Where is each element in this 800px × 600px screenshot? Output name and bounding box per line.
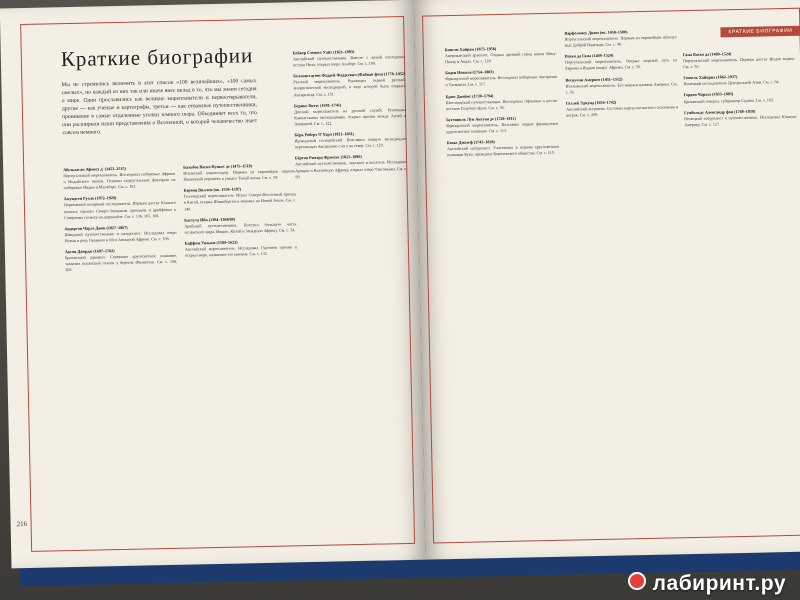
watermark: лабиринт.ру	[652, 572, 786, 595]
biography-text: Французский мореплаватель. Исследовал побережье Австралии и Тасмании. См. с. 117.	[445, 74, 558, 88]
biography-name: Аксон Джордж (1697–1762)	[64, 248, 115, 255]
biography-text: Португальский мореплаватель. Первым достиг Индии морем. См. с. 50.	[682, 55, 796, 70]
biography-text: Английский мореплаватель. Исследовал Гудзонов пролив и открыл море, названное его именем. См. с. 135.	[184, 244, 297, 258]
biography-text: Британский адмирал. Совершил кругосветное плавание, захватил испанский галеон у берегов Филиппин. См. с. 198, 208.	[64, 252, 178, 273]
biography-entry	[684, 90, 796, 105]
biography-entry	[445, 45, 557, 66]
section-tag: КРАТКИЕ БИОГРАФИИ	[720, 26, 800, 38]
biography-name: Баренц Виллем (ок. 1550–1597)	[183, 186, 242, 193]
biography-entry	[446, 115, 558, 136]
biography-entry	[683, 50, 795, 71]
biography-text: Испанский конкистадор. Первым из европейцев пересек Панамский перешеек и увидел Тихий океан. См. с. 59.	[183, 168, 296, 182]
biography-name: Абульхасан Афонсу д' (1453–1515)	[63, 165, 126, 173]
biography-text: Шведский путешественник и натуралист. Исследовал озеро Нгами и реку Окаванго в Юго-Западной Африке. См. с. 108.	[64, 229, 177, 244]
text-column	[293, 48, 408, 185]
biography-name: Брюс Джеймс (1730–1794)	[445, 92, 494, 99]
biography-entry	[295, 153, 407, 180]
biography-text: Голландский мореплаватель. Искал Северо-Восточный проход в Китай, открыл Шпицберген и зимовал на Новой Земле. См. с. 140.	[183, 191, 296, 212]
text-column	[183, 162, 297, 264]
biography-entry	[184, 186, 296, 213]
biography-text: Британский генерал, губернатор Судана. См. с. 102.	[683, 96, 775, 104]
biography-name: Бингэм Хайрам (1875–1956)	[444, 46, 497, 53]
biography-name: Бальбоа Васко Нуньес де (1475–1519)	[183, 163, 253, 170]
biography-name: Андерсон Чарлз Джон (1827–1867)	[64, 224, 128, 231]
biography-text: Датский мореплаватель на русской службе. Руководил Камчатскими экспедициями, открыл пролив между Азией и Америкой. См. с. 122.	[293, 106, 407, 127]
biography-text: Английский натуралист. Участвовал в первом кругосветном плавании Кука, президент Королевского общества. См. с. 115.	[446, 143, 559, 158]
biography-text: Американский археолог. Открыл древний город инков Мачу-Пикчу в Андах. См. с. 128.	[444, 50, 557, 65]
biography-text: Русский мореплаватель. Руководил первой русской антарктической экспедицией, в ходе которой была открыта Антарктида. См. с. 151.	[293, 77, 406, 97]
biography-text: Немецкий исследователь Центральной Азии. См. с. 84.	[683, 79, 780, 87]
text-column	[564, 28, 678, 123]
biography-name: Бейкер Сэмюэл Уайт (1821–1893)	[292, 49, 355, 56]
biography-name: Гама Васко да (1469–1524)	[682, 51, 732, 58]
page-title: Краткие биографии	[60, 43, 254, 72]
biography-text: Арабский путешественник. Посетил большую часть исламского мира, Индию, Китай и Западную Африку. См. с. 34.	[184, 221, 297, 235]
biography-name: Гордон Чарльз (1833–1885)	[683, 91, 734, 98]
biography-name: Бёрк Роберт О'Хара (1821–1861)	[294, 131, 355, 138]
biography-name: Беллинсгаузен Фаддей Фаддеевич (Фабиан фон) (1778–1852)	[293, 71, 406, 79]
page-number: 216	[16, 519, 28, 529]
biography-entry	[446, 91, 558, 112]
biography-text: Португальский мореплаватель. Открыл морской путь из Европы в Индию вокруг Африки. См. с. 50.	[565, 57, 678, 72]
intro-paragraph: Мы не стремились включить в этот список «100 величайших», «100 самых смелых», но каждый из них так или иначе внес вклад в то, что мы знаем сегодня о мире. Одни прославились как великие мореплаватели и первооткрыватели, другие — как ученые и картографы, третьи — как отважные путешественники, проникшие в самые отдаленные уголки земного шара. Объединяет всех то, что они расширили наши представления о Вселенной, о которой человечество знает совсем немного.	[61, 78, 258, 137]
biography-entry	[564, 28, 676, 49]
biography-entry	[185, 238, 297, 259]
biography-name: Галлей Эдмунд (1656–1742)	[565, 99, 617, 106]
biography-entry	[65, 247, 177, 274]
biography-entry	[565, 75, 677, 96]
biography-text: Английский астроном. Составил карты магнитного склонения и ветров. См. с. 209.	[565, 104, 679, 118]
biography-entry	[565, 52, 677, 73]
biography-name: Варфоломеу Диаш (ок. 1450–1500)	[564, 29, 628, 36]
biography-name: Боден Николя (1754–1803)	[445, 69, 494, 76]
biography-text: Португальский мореплаватель. Исследовал побережье Африки и Индийского океана. Основал португальские фактории на побережье Индии и Малабаре. См. с. 181.	[63, 170, 176, 191]
biography-entry	[293, 48, 405, 69]
biography-name: Баффин Уильям (1584–1622)	[184, 239, 238, 246]
biography-text: Португальский мореплаватель. Первым из европейцев обогнул мыс Доброй Надежды. См. с. 48.	[564, 34, 677, 48]
biography-entry	[683, 73, 795, 88]
biography-text: Английский путешественник, лингвист и писатель. Исследовал Аравию и Восточную Африку, открыл озеро Танганьика. См. с. 99.	[295, 159, 408, 179]
biography-entry	[445, 68, 557, 89]
biography-name: Бугенвиль Луи Антуан де (1729–1811)	[446, 115, 516, 122]
text-column	[445, 45, 559, 164]
biography-entry	[64, 194, 176, 221]
biography-name: Веспуччи Америго (1451–1512)	[565, 75, 623, 83]
biography-entry	[566, 98, 678, 119]
biography-name: Амундсен Руаль (1872–1928)	[63, 195, 117, 202]
biography-entry	[183, 162, 295, 183]
biography-entry	[447, 138, 559, 159]
biography-name: Баттута Ибн (1304–1368/69)	[184, 216, 236, 223]
biography-entry	[64, 224, 176, 245]
biography-text: Норвежский полярный исследователь. Первым достиг Южного полюса, прошел Северо-Западным проходом и дрейфовал к Северному полюсу на дирижабле. См. с. 136, 165, 168.	[63, 200, 177, 220]
watermark-logo-icon	[628, 572, 646, 590]
biography-text: Английский путешественник. Вместе с женой исследовал истоки Нила, открыл озеро Альберт. См. с. 100.	[292, 54, 405, 68]
biography-entry	[63, 165, 175, 192]
right-page	[414, 0, 800, 560]
biography-entry	[184, 215, 296, 236]
biography-entry	[684, 107, 796, 128]
biography-name: Беринг Витус (1681–1741)	[293, 101, 342, 108]
biography-entry	[294, 130, 406, 151]
biography-name: Бэнкс Джозеф (1743–1820)	[446, 139, 495, 146]
biography-text: Итальянский мореплаватель. Его именем названа Америка. См. с. 56.	[565, 80, 678, 95]
biography-text: Немецкий натуралист и путешественник. Исследовал Южную Америку. См. с. 127.	[684, 113, 797, 127]
text-column	[63, 165, 177, 279]
biography-name: Бёртон Ричард Фрэнсис (1821–1890)	[294, 154, 362, 161]
text-column	[683, 50, 797, 133]
biography-name: Гензель Хайнрих (1862–1937)	[683, 74, 738, 81]
biography-entry	[293, 71, 405, 98]
biography-name: Гумбольдт Александр фон (1769–1859)	[684, 108, 756, 115]
biography-entry	[294, 101, 406, 128]
biography-text: Шотландский путешественник. Исследовал Эфиопию и достиг истоков Голубого Нила. См. с. 95.	[445, 97, 558, 111]
biography-text: Французский мореплаватель. Возглавил первое французское кругосветное плавание. См. с. 113.	[446, 120, 559, 135]
biography-text: Ирландский полицейский. Возглавил первую экспедицию, пересекшую Австралию с юга на север. См. с. 120.	[294, 136, 407, 150]
biography-name: Васко да Гама (1469–1524)	[564, 52, 614, 59]
